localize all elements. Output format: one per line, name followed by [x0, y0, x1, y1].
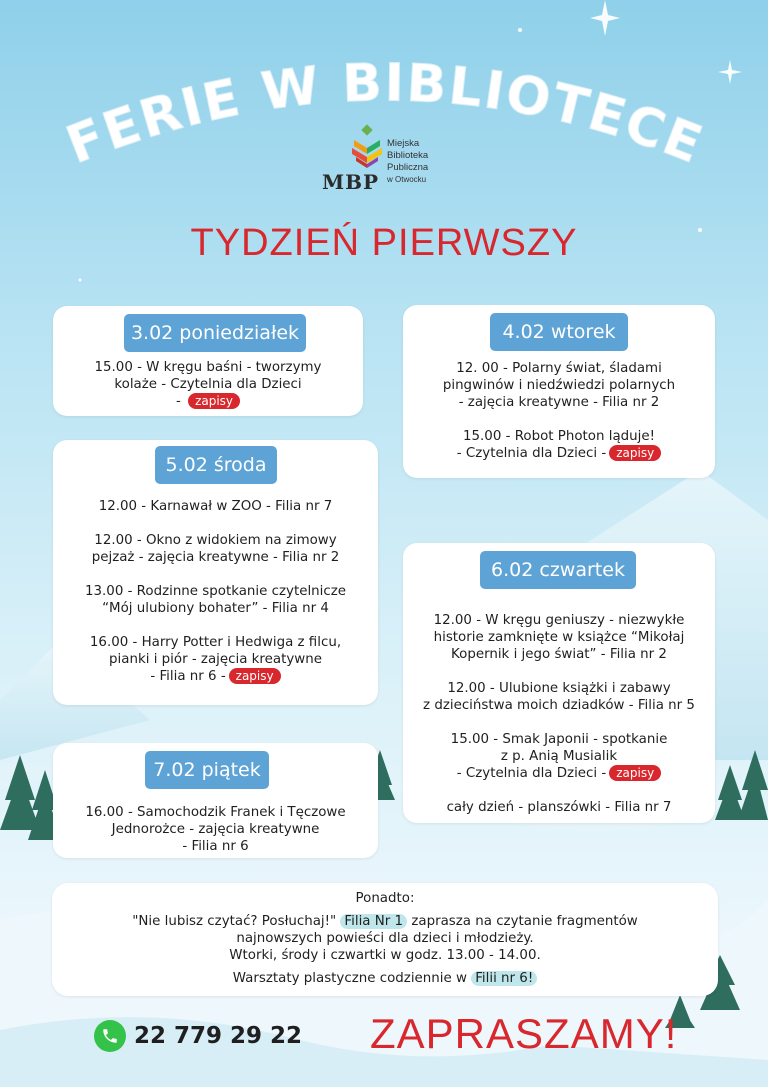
logo-abbreviation: MBP	[322, 170, 380, 194]
logo-line: Publiczna	[387, 162, 429, 173]
phone-number: 22 779 29 22	[134, 1023, 303, 1049]
event-line: - Filia nr 6	[182, 839, 249, 854]
branch-highlight: Filia Nr 1	[340, 914, 407, 929]
signup-badge[interactable]: zapisy	[229, 668, 281, 684]
event-list-friday	[53, 804, 378, 855]
extra-info-text	[52, 890, 718, 987]
event-line: 12.00 - Karnawał w ZOO - Filia nr 7	[98, 499, 333, 514]
extra-line: "Nie lubisz czytać? Posłuchaj!"	[132, 914, 341, 929]
extra-line: Warsztaty plastyczne codziennie w	[232, 971, 472, 986]
event-line: 15.00 - Smak Japonii - spotkanie	[450, 732, 668, 747]
day-label-tuesday: 4.02 wtorek	[490, 313, 628, 351]
event-line: - Filia nr 6 -	[150, 669, 226, 684]
signup-badge[interactable]: zapisy	[188, 393, 240, 409]
day-label-monday: 3.02 poniedziałek	[124, 314, 306, 352]
logo-line: Biblioteka	[387, 150, 429, 161]
event-line: pianki i piór - zajęcia kreatywne	[109, 652, 322, 667]
event-line: 12.00 - Ulubione książki i zabawy	[447, 681, 671, 696]
event-line: pingwinów i niedźwiedzi polarnych	[442, 378, 676, 393]
event-line: historie zamknięte w książce “Mikołaj	[433, 630, 685, 645]
event-list-thursday	[398, 612, 720, 816]
event-line: cały dzień - planszówki - Filia nr 7	[446, 800, 672, 815]
event-list-tuesday	[403, 360, 715, 462]
invitation-text: ZAPRASZAMY!	[370, 1010, 678, 1057]
signup-badge[interactable]: zapisy	[609, 445, 661, 461]
extra-heading: Ponadto:	[355, 891, 415, 906]
page-title: FERIE W BIBLIOTECE	[58, 53, 712, 177]
event-line: 15.00 - W kręgu baśni - tworzymy	[94, 360, 322, 375]
branch-highlight: Filii nr 6!	[471, 971, 537, 986]
event-line: - Czytelnia dla Dzieci -	[456, 446, 607, 461]
event-line: 12.00 - W kręgu geniuszy - niezwykłe	[433, 613, 685, 628]
event-line: “Mój ulubiony bohater” - Filia nr 4	[102, 601, 329, 616]
signup-badge[interactable]: zapisy	[609, 765, 661, 781]
event-line: -	[175, 394, 186, 409]
event-line: 13.00 - Rodzinne spotkanie czytelnicze	[85, 584, 346, 599]
event-line: - zajęcia kreatywne - Filia nr 2	[458, 395, 660, 410]
event-line: 12. 00 - Polarny świat, śladami	[456, 361, 662, 376]
extra-line: najnowszych powieści dla dzieci i młodzieży.	[236, 931, 534, 946]
event-line: 12.00 - Okno z widokiem na zimowy	[94, 533, 337, 548]
day-label-friday: 7.02 piątek	[145, 751, 269, 789]
logo-line: w Otwocku	[387, 175, 427, 184]
event-line: z dzieciństwa moich dziadków - Filia nr 5	[423, 698, 695, 713]
logo-caption	[387, 138, 428, 186]
logo-line: Miejska	[387, 138, 420, 149]
day-label-wednesday: 5.02 środa	[155, 446, 277, 484]
event-line: - Czytelnia dla Dzieci -	[456, 766, 607, 781]
event-line: 16.00 - Samochodzik Franek i Tęczowe	[85, 805, 346, 820]
day-label-thursday: 6.02 czwartek	[480, 551, 636, 589]
extra-line: Wtorki, środy i czwartki w godz. 13.00 - 14.00.	[229, 948, 541, 963]
event-line: 15.00 - Robot Photon ląduje!	[463, 429, 655, 444]
week-subtitle: TYDZIEŃ PIERWSZY	[190, 222, 578, 264]
event-list-wednesday	[53, 498, 378, 685]
event-line: pejzaż - zajęcia kreatywne - Filia nr 2	[91, 550, 340, 565]
phone-contact[interactable]	[94, 1016, 302, 1056]
event-line: 16.00 - Harry Potter i Hedwiga z filcu,	[89, 635, 342, 650]
phone-icon	[94, 1020, 126, 1052]
event-line: Jednorożce - zajęcia kreatywne	[111, 822, 320, 837]
event-line: Kopernik i jego świat” - Filia nr 2	[451, 647, 667, 662]
event-line: kolaże - Czytelnia dla Dzieci	[114, 377, 302, 392]
event-line: z p. Anią Musialik	[500, 749, 618, 764]
extra-line: zaprasza na czytanie fragmentów	[407, 914, 638, 929]
event-list-monday	[53, 359, 363, 410]
